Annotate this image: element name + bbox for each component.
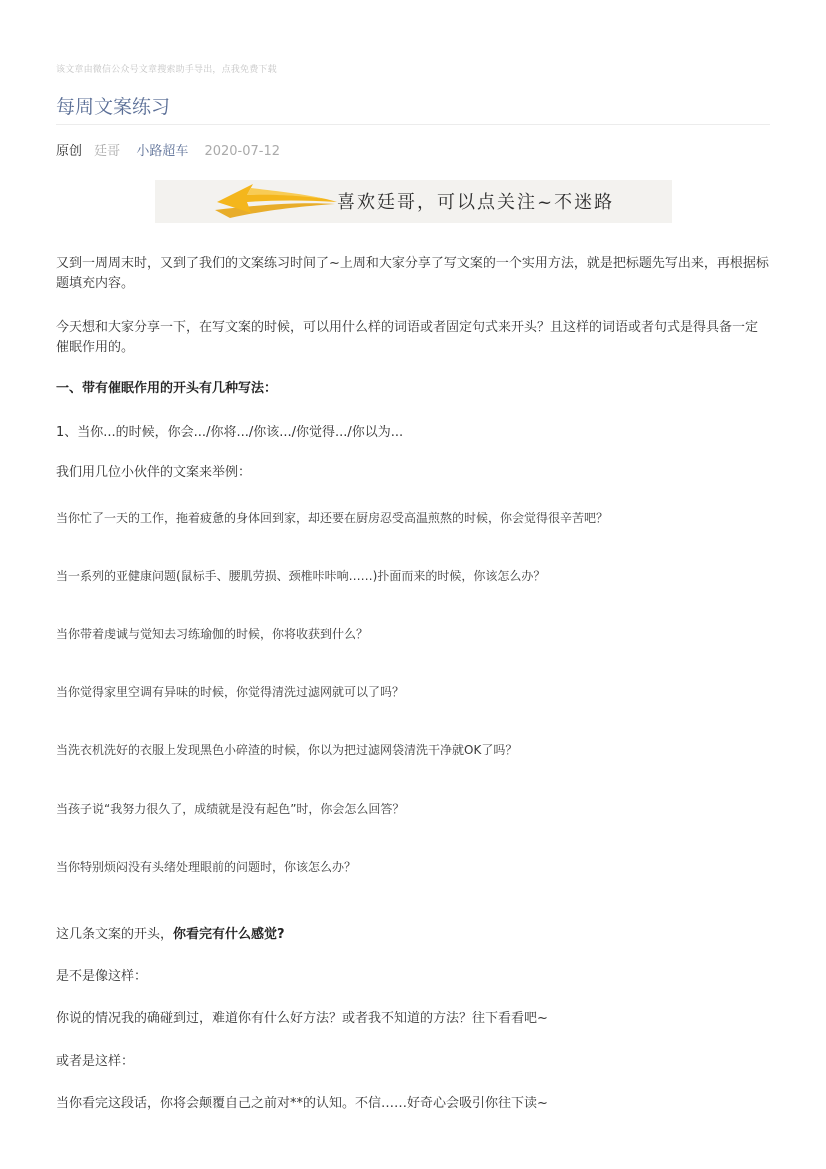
feeling-question: [56, 925, 770, 945]
author-name: 廷哥: [94, 144, 121, 159]
article-meta: [56, 140, 280, 159]
original-label: 原创: [56, 144, 83, 159]
example-line: 当你觉得家里空调有异味的时候，你觉得清洗过滤网就可以了吗？: [56, 685, 405, 699]
example-line: 当洗衣机洗好的衣服上发现黑色小碎渣的时候，你以为把过滤网袋清洗干净就OK了吗？: [56, 743, 518, 757]
intro-paragraph-1: 又到一周周末时，又到了我们的文案练习时间了~上周和大家分享了写文案的一个实用方法，就是把标题先写出来，再根据标题填充内容。: [56, 256, 769, 291]
account-link[interactable]: 小路超车: [136, 144, 189, 159]
publish-date: 2020-07-12: [204, 144, 281, 159]
article-title: 每周文案练习: [56, 96, 171, 118]
example-line: 当孩子说“我努力很久了，成绩就是没有起色”时，你会怎么回答？: [56, 802, 405, 816]
like-this-1: 是不是像这样：: [56, 969, 148, 984]
section-heading: 一、带有催眠作用的开头有几种写法：: [56, 381, 278, 396]
intro-paragraph-2: 今天想和大家分享一下，在写文案的时候，可以用什么样的词语或者固定句式来开头？且这样的词语或者句式是得具备一定催眠作用的。: [56, 320, 759, 355]
feeling-emphasis: 你看完有什么感觉?: [173, 927, 285, 942]
pattern-line: 1、当你...的时候，你会.../你将.../你该.../你觉得.../你以为...: [56, 425, 404, 440]
follow-banner: [155, 180, 672, 223]
title-divider: [56, 124, 770, 125]
reaction-2: 当你看完这段话，你将会颠覆自己之前对**的认知。不信……好奇心会吸引你往下读~: [56, 1096, 548, 1111]
banner-text: 喜欢廷哥，可以点关注~不迷路: [337, 192, 615, 213]
reaction-1: 你说的情况我的确碰到过，难道你有什么好方法？或者我不知道的方法？往下看看吧~: [56, 1011, 548, 1026]
like-this-2: 或者是这样：: [56, 1054, 135, 1069]
example-line: 当一系列的亚健康问题(鼠标手、腰肌劳损、颈椎咔咔响……)扑面而来的时候，你该怎么办？: [56, 569, 546, 583]
example-line: 当你特别烦闷没有头绪处理眼前的问题时，你该怎么办？: [56, 860, 357, 874]
feeling-prefix: 这几条文案的开头，: [56, 927, 174, 942]
example-line: 当你带着虔诚与觉知去习练瑜伽的时候，你将收获到什么？: [56, 627, 369, 641]
examples-intro: 我们用几位小伙伴的文案来举例：: [56, 465, 252, 480]
example-line: 当你忙了一天的工作，拖着疲惫的身体回到家，却还要在厨房忍受高温煎熬的时候，你会觉得很辛苦吧？: [56, 511, 609, 525]
export-note-link[interactable]: 该文章由微信公众号文章搜索助手导出，点我免费下载: [56, 65, 277, 75]
